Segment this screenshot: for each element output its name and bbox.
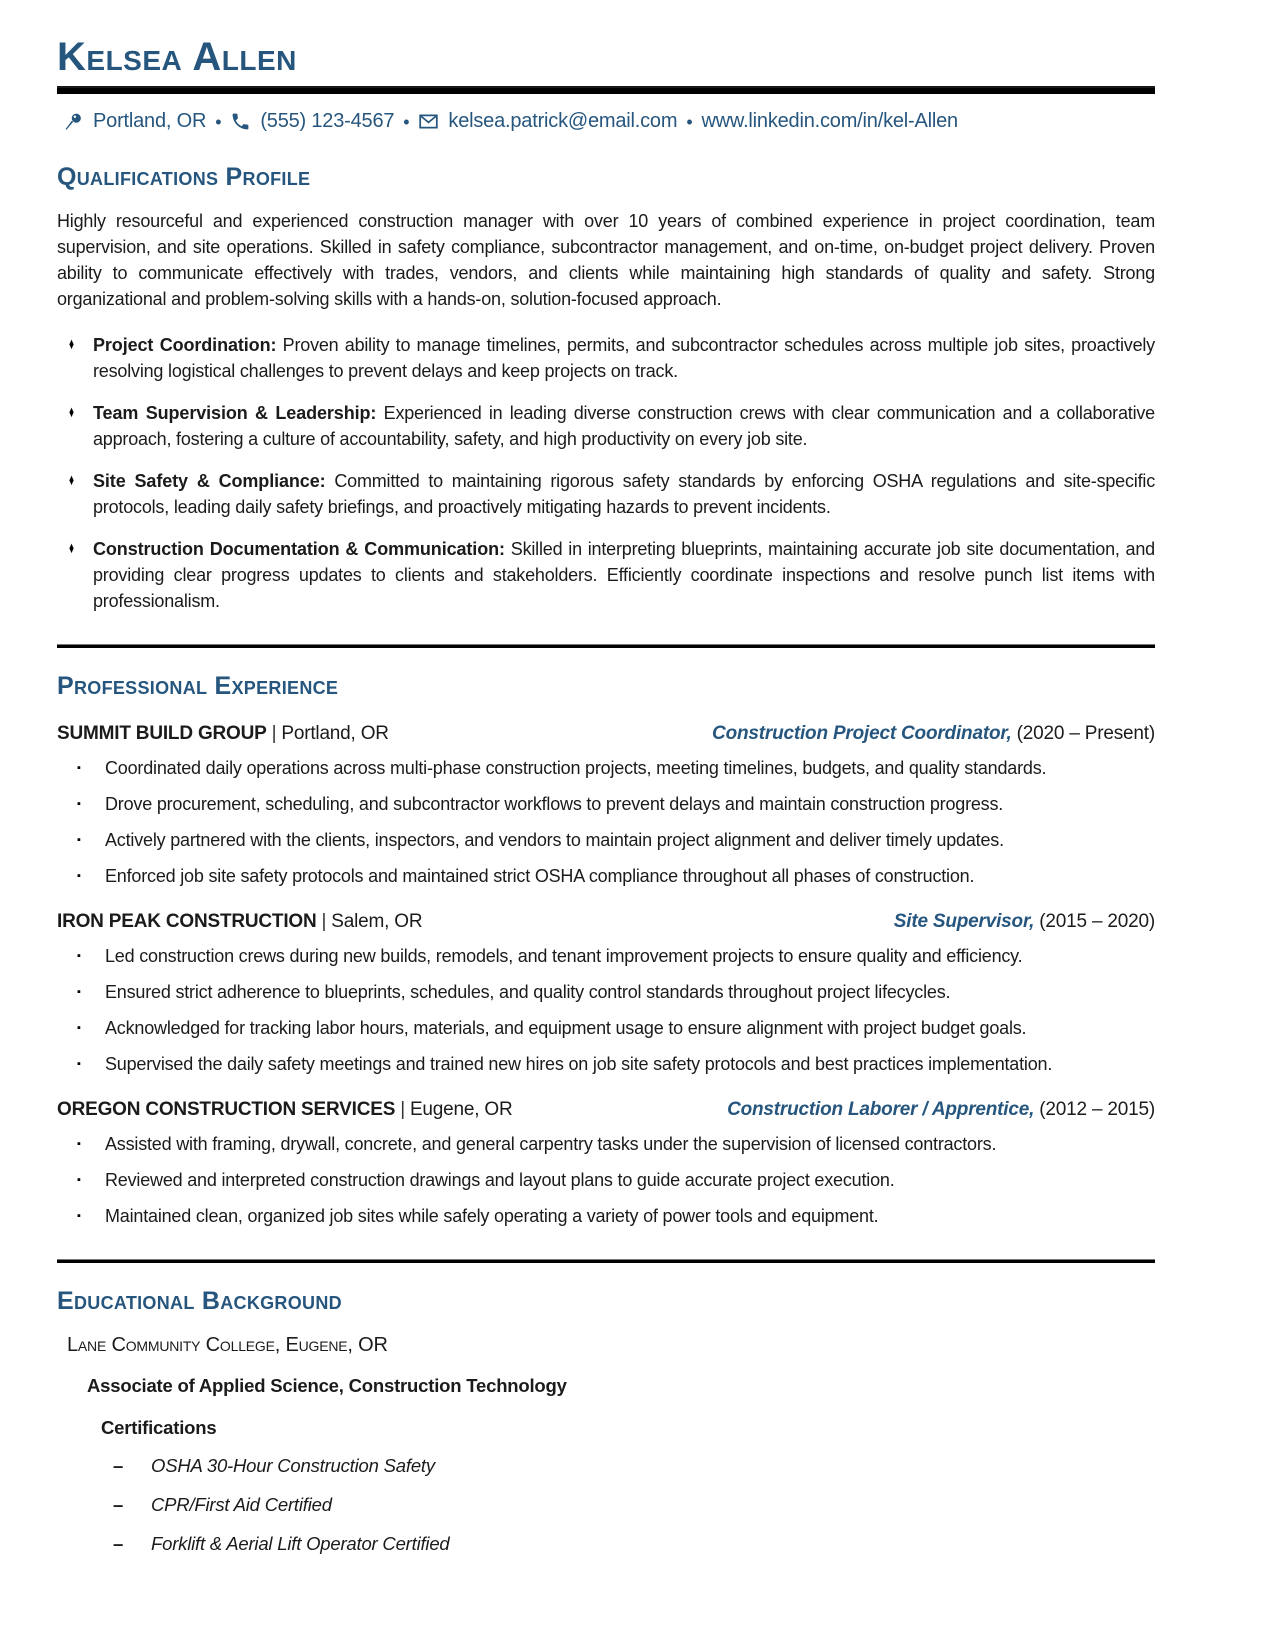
- profile-bullet-label: Team Supervision & Leadership:: [93, 403, 377, 423]
- job-bullet: [57, 791, 1155, 817]
- contact-location: Portland, OR: [93, 110, 207, 132]
- job-bullet: [57, 1015, 1155, 1041]
- certifications-title: Certifications: [101, 1417, 217, 1438]
- job-bullet: [57, 827, 1155, 853]
- certification-text: Forklift & Aerial Lift Operator Certified: [151, 1533, 450, 1554]
- job-bullet-list: [57, 755, 1155, 889]
- certification-item: [113, 1532, 1155, 1556]
- square-bullet-icon: ▪: [77, 950, 81, 962]
- profile-bullet-text: [93, 400, 1155, 452]
- contact-separator: •: [686, 111, 693, 132]
- location-pin-icon: [63, 111, 84, 132]
- job-bullet-text: Supervised the daily safety meetings and trained new hires on job site safety protocols and best practices implementation.: [105, 1054, 1053, 1074]
- job-title: Construction Laborer / Apprentice,: [727, 1099, 1035, 1120]
- job-title-line: [712, 723, 1155, 745]
- profile-bullet-label: Construction Documentation & Communication:: [93, 539, 505, 559]
- phone-icon: [230, 111, 251, 132]
- contact-line: [63, 110, 1155, 133]
- contact-phone: (555) 123-4567: [260, 110, 395, 132]
- job-entry: [57, 723, 1155, 889]
- profile-bullet-text: [93, 468, 1155, 520]
- certification-item: [113, 1454, 1155, 1478]
- job-bullet: [57, 755, 1155, 781]
- pipe-separator: |: [271, 723, 277, 744]
- contact-email: kelsea.patrick@email.com: [448, 110, 678, 132]
- job-header: [57, 1099, 1155, 1121]
- dash-bullet-icon: –: [113, 1533, 124, 1554]
- job-company-line: [57, 911, 422, 933]
- job-company-line: [57, 723, 389, 745]
- job-company: SUMMIT BUILD GROUP: [57, 723, 267, 744]
- contact-linkedin: www.linkedin.com/in/kel-Allen: [701, 110, 958, 132]
- section-title-education: Educational Background: [57, 1287, 342, 1315]
- contact-separator: •: [403, 111, 410, 132]
- profile-summary: Highly resourceful and experienced construction manager with over 10 years of combined experience in project coordination, team supervision, and site operations. Skilled in safety compliance, subcontractor management, and on-time, on-budget project delivery. Proven ability to communicate effectively with trades, vendors, and clients while maintaining high standards of quality and safety. Strong organizational and problem-solving skills with a hands-on, solution-focused approach.: [57, 211, 1155, 309]
- envelope-icon: [418, 111, 439, 132]
- profile-bullet-list: [57, 332, 1155, 614]
- square-bullet-icon: ▪: [77, 762, 81, 774]
- job-title-line: [727, 1099, 1155, 1121]
- job-bullet: [57, 1131, 1155, 1157]
- job-bullet: [57, 1203, 1155, 1229]
- job-header: [57, 911, 1155, 933]
- profile-bullet: [57, 400, 1155, 452]
- job-entry: [57, 1099, 1155, 1229]
- profile-bullet-text: [93, 536, 1155, 614]
- job-bullet-text: Enforced job site safety protocols and maintained strict OSHA compliance throughout all phases of construction.: [105, 866, 975, 886]
- job-bullet-text: Assisted with framing, drywall, concrete, and general carpentry tasks under the supervision of licensed contractors.: [105, 1134, 997, 1154]
- square-bullet-icon: ▪: [77, 1022, 81, 1034]
- profile-bullet-body: Proven ability to manage timelines, permits, and subcontractor schedules across multiple job sites, proactively resolving logistical challenges to prevent delays and keep projects on track.: [93, 335, 1155, 381]
- profile-bullet-body: Committed to maintaining rigorous safety standards by enforcing OSHA regulations and site-specific protocols, leading daily safety briefings, and proactively mitigating hazards to prevent incidents.: [93, 471, 1155, 517]
- job-bullet-text: Led construction crews during new builds, remodels, and tenant improvement projects to ensure quality and efficiency.: [105, 946, 1023, 966]
- square-bullet-icon: ▪: [77, 798, 81, 810]
- profile-bullet: [57, 468, 1155, 520]
- section-divider: [57, 1259, 1155, 1263]
- profile-bullet-label: Site Safety & Compliance:: [93, 471, 326, 491]
- profile-bullet-label: Project Coordination:: [93, 335, 277, 355]
- diamond-bullet-icon: ♦: [69, 404, 74, 421]
- job-location: Eugene, OR: [409, 1099, 513, 1120]
- diamond-bullet-icon: ♦: [69, 472, 74, 489]
- square-bullet-icon: ▪: [77, 1138, 81, 1150]
- diamond-bullet-icon: ♦: [69, 336, 74, 353]
- job-dates: (2012 – 2015): [1039, 1099, 1155, 1120]
- diamond-bullet-icon: ♦: [69, 540, 74, 557]
- job-bullet-list: [57, 943, 1155, 1077]
- job-bullet-text: Ensured strict adherence to blueprints, schedules, and quality control standards throughout project lifecycles.: [105, 982, 951, 1002]
- contact-separator: •: [215, 111, 222, 132]
- square-bullet-icon: ▪: [77, 870, 81, 882]
- job-dates: (2020 – Present): [1016, 723, 1155, 744]
- job-title: Construction Project Coordinator,: [712, 723, 1012, 744]
- job-bullet-text: Acknowledged for tracking labor hours, materials, and equipment usage to ensure alignment with project budget goals.: [105, 1018, 1027, 1038]
- section-title-qualifications: Qualifications Profile: [57, 163, 311, 191]
- square-bullet-icon: ▪: [77, 1174, 81, 1186]
- job-bullet-text: Drove procurement, scheduling, and subcontractor workflows to prevent delays and maintain construction progress.: [105, 794, 1004, 814]
- profile-bullet-body: Experienced in leading diverse construction crews with clear communication and a collaborative approach, fostering a culture of accountability, safety, and high productivity on every job site.: [93, 403, 1155, 449]
- section-title-experience: Professional Experience: [57, 672, 339, 700]
- profile-bullet: [57, 536, 1155, 614]
- education-school: Lane Community College, Eugene, OR: [67, 1334, 388, 1356]
- education-degree: Associate of Applied Science, Construction Technology: [87, 1375, 567, 1396]
- job-bullet-text: Actively partnered with the clients, inspectors, and vendors to maintain project alignment and deliver timely updates.: [105, 830, 1004, 850]
- square-bullet-icon: ▪: [77, 834, 81, 846]
- job-location: Portland, OR: [281, 723, 389, 744]
- candidate-name: Kelsea Allen: [57, 35, 297, 79]
- certification-text: OSHA 30-Hour Construction Safety: [151, 1455, 435, 1476]
- certification-text: CPR/First Aid Certified: [151, 1494, 332, 1515]
- pipe-separator: |: [400, 1099, 405, 1120]
- profile-bullet-body: Skilled in interpreting blueprints, maintaining accurate job site documentation, and providing clear progress updates to clients and stakeholders. Efficiently coordinate inspections and resolve punch list items with professionalism.: [93, 539, 1155, 611]
- job-company-line: [57, 1099, 513, 1121]
- job-bullet: [57, 979, 1155, 1005]
- job-company: IRON PEAK CONSTRUCTION: [57, 911, 317, 932]
- square-bullet-icon: ▪: [77, 1210, 81, 1222]
- job-bullet: [57, 943, 1155, 969]
- profile-bullet-text: [93, 332, 1155, 384]
- job-location: Salem, OR: [331, 911, 423, 932]
- job-bullet-text: Maintained clean, organized job sites while safely operating a variety of power tools and equipment.: [105, 1206, 879, 1226]
- job-bullet-list: [57, 1131, 1155, 1229]
- profile-bullet: [57, 332, 1155, 384]
- job-bullet: [57, 1167, 1155, 1193]
- job-header: [57, 723, 1155, 745]
- job-company: OREGON CONSTRUCTION SERVICES: [57, 1099, 396, 1120]
- job-bullet-text: Coordinated daily operations across multi-phase construction projects, meeting timelines, budgets, and quality standards.: [105, 758, 1047, 778]
- square-bullet-icon: ▪: [77, 986, 81, 998]
- job-bullet: [57, 863, 1155, 889]
- section-divider: [57, 644, 1155, 648]
- certification-item: [113, 1493, 1155, 1517]
- job-bullet-text: Reviewed and interpreted construction drawings and layout plans to guide accurate project execution.: [105, 1170, 895, 1190]
- square-bullet-icon: ▪: [77, 1058, 81, 1070]
- job-entry: [57, 911, 1155, 1077]
- header-divider: [57, 86, 1155, 94]
- dash-bullet-icon: –: [113, 1455, 124, 1476]
- job-bullet: [57, 1051, 1155, 1077]
- job-title: Site Supervisor,: [893, 911, 1035, 932]
- pipe-separator: |: [321, 911, 327, 932]
- dash-bullet-icon: –: [113, 1494, 124, 1515]
- job-title-line: [894, 911, 1155, 933]
- job-dates: (2015 – 2020): [1039, 911, 1155, 932]
